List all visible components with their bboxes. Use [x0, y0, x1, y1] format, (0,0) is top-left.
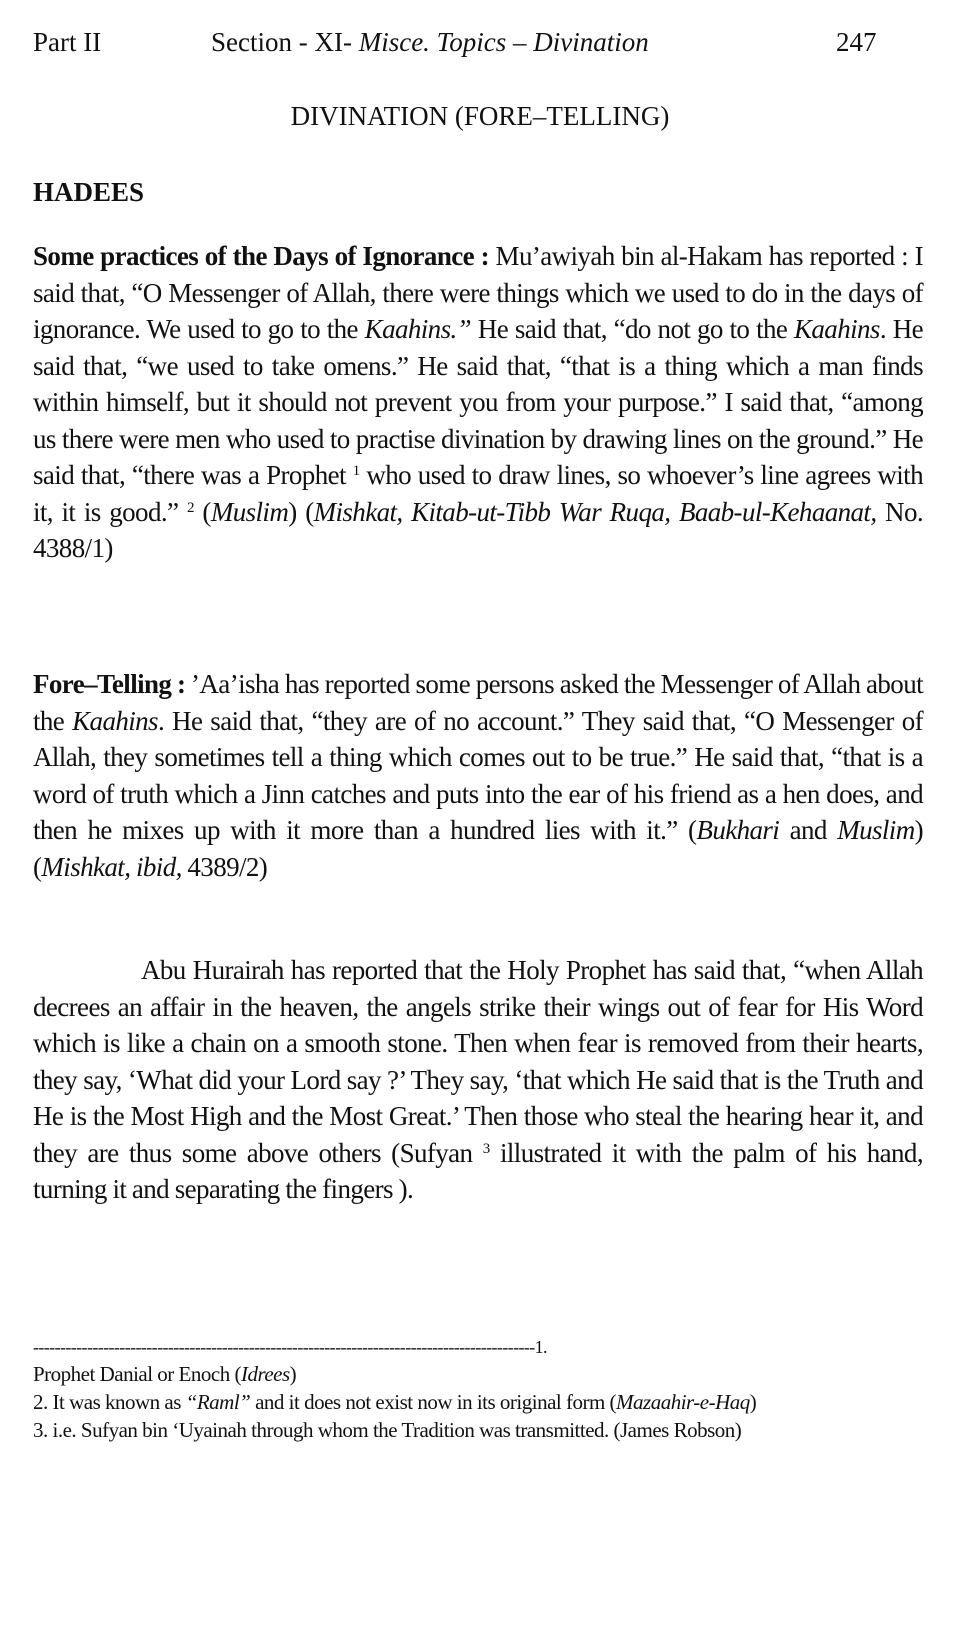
page-title: DIVINATION (FORE–TELLING) — [290, 101, 670, 131]
page-number: 247 — [836, 27, 877, 57]
text-run: . He said that, “they are of no account.” They said that, “O Messenger of Allah, they sometimes tell a thing which comes out to be true.” He said that, “that is a word of truth which a Jinn catches and puts into the ear of his friend as a hen does, and then he mixes up with it more than a hundred lies with it.” ( — [33, 705, 923, 845]
italic-text: Kaahins.” — [364, 314, 472, 344]
italic-text: Mazaahir-e-Haq — [616, 1390, 750, 1414]
footnote-separator: ---------------------------------------------------------------------------------------------1. — [33, 1337, 547, 1357]
italic-text: Muslim — [210, 496, 289, 527]
footnote — [33, 1360, 908, 1388]
text-run: ) — [749, 1390, 757, 1414]
text-run: ’Aa’isha has reported some persons asked the Messenger of Allah about the — [33, 669, 923, 736]
paragraph — [33, 666, 923, 885]
text-run: 3. i.e. Sufyan bin ‘Uyainah through whom the Tradition was transmitted. (James Robson) — [33, 1418, 742, 1442]
text-run: ) ( — [33, 815, 924, 882]
footnote — [33, 1388, 908, 1416]
section-topic: Misce. Topics – Divination — [358, 27, 649, 57]
text-run: ) — [289, 1362, 297, 1386]
italic-text: Mishkat, ibid, — [41, 851, 182, 882]
text-run: ) ( — [288, 496, 314, 527]
footnotes — [33, 1360, 908, 1444]
paragraph-lead: Fore–Telling : — [33, 669, 186, 699]
text-run: Mu’awiyah bin al-Hakam has reported : I said that, “O Messenger of Allah, there were things which we used to do in the days of ignorance. We used to go to the — [33, 241, 923, 344]
italic-text: Idrees — [240, 1362, 290, 1386]
text-run: He said that, “do not go to the — [471, 314, 794, 344]
paragraph — [33, 238, 923, 567]
footnote-ref: 1 — [352, 463, 360, 479]
part-label: Part II — [33, 27, 102, 57]
text-run: who used to draw lines, so whoever’s line agrees with it, it is good.” — [33, 460, 923, 527]
section-prefix: Section - XI- — [211, 27, 359, 57]
text-run: and — [779, 815, 838, 845]
text-run: 4389/2) — [181, 851, 268, 882]
italic-text: “Raml” — [185, 1390, 251, 1414]
text-run: 2. It was known as — [33, 1390, 186, 1414]
italic-text: Bukhari — [696, 815, 780, 845]
running-head — [33, 22, 893, 62]
section-heading: HADEES — [33, 177, 145, 207]
italic-text: Mishkat, Kitab-ut-Tibb War Ruqa, Baab-ul-Kehaanat, — [313, 496, 877, 527]
text-run: Abu Hurairah has reported that the Holy Prophet has said that, “when Allah decrees an affair in the heaven, the angels strike their wings out of fear for His Word which is like a chain on a smooth stone. Then when fear is removed from their hearts, they say, ‘What did your Lord say ?’ They say, ‘that which He said that is the Truth and He is the Most High and the Most Great.’ Then those who steal the hearing hear it, and they are thus some above others (Sufyan — [33, 955, 923, 1168]
paragraph-lead: Some practices of the Days of Ignorance : — [33, 241, 489, 271]
section-label — [211, 22, 649, 62]
footnote — [33, 1416, 908, 1444]
text-run: Prophet Danial or Enoch ( — [33, 1362, 241, 1386]
paragraph — [33, 952, 923, 1208]
footnote-ref: 2 — [186, 499, 194, 516]
text-run: No. 4388/1) — [33, 496, 923, 563]
text-run: ( — [193, 496, 211, 527]
italic-text: Kaahins — [794, 314, 880, 344]
text-run: illustrated it with the palm of his hand, turning it and separating the fingers ). — [33, 1137, 923, 1204]
text-run: . He said that, “we used to take omens.” He said that, “that is a thing which a man finds within himself, but it should not prevent you from your purpose.” I said that, “among us there were men who used to practise divination by drawing lines on the ground.” He said that, “there was a Prophet — [33, 314, 923, 490]
italic-text: Muslim — [837, 815, 915, 845]
italic-text: Kaahins — [72, 705, 158, 736]
text-run: and it does not exist now in its original form ( — [250, 1390, 617, 1414]
footnote-ref: 3 — [482, 1140, 490, 1157]
